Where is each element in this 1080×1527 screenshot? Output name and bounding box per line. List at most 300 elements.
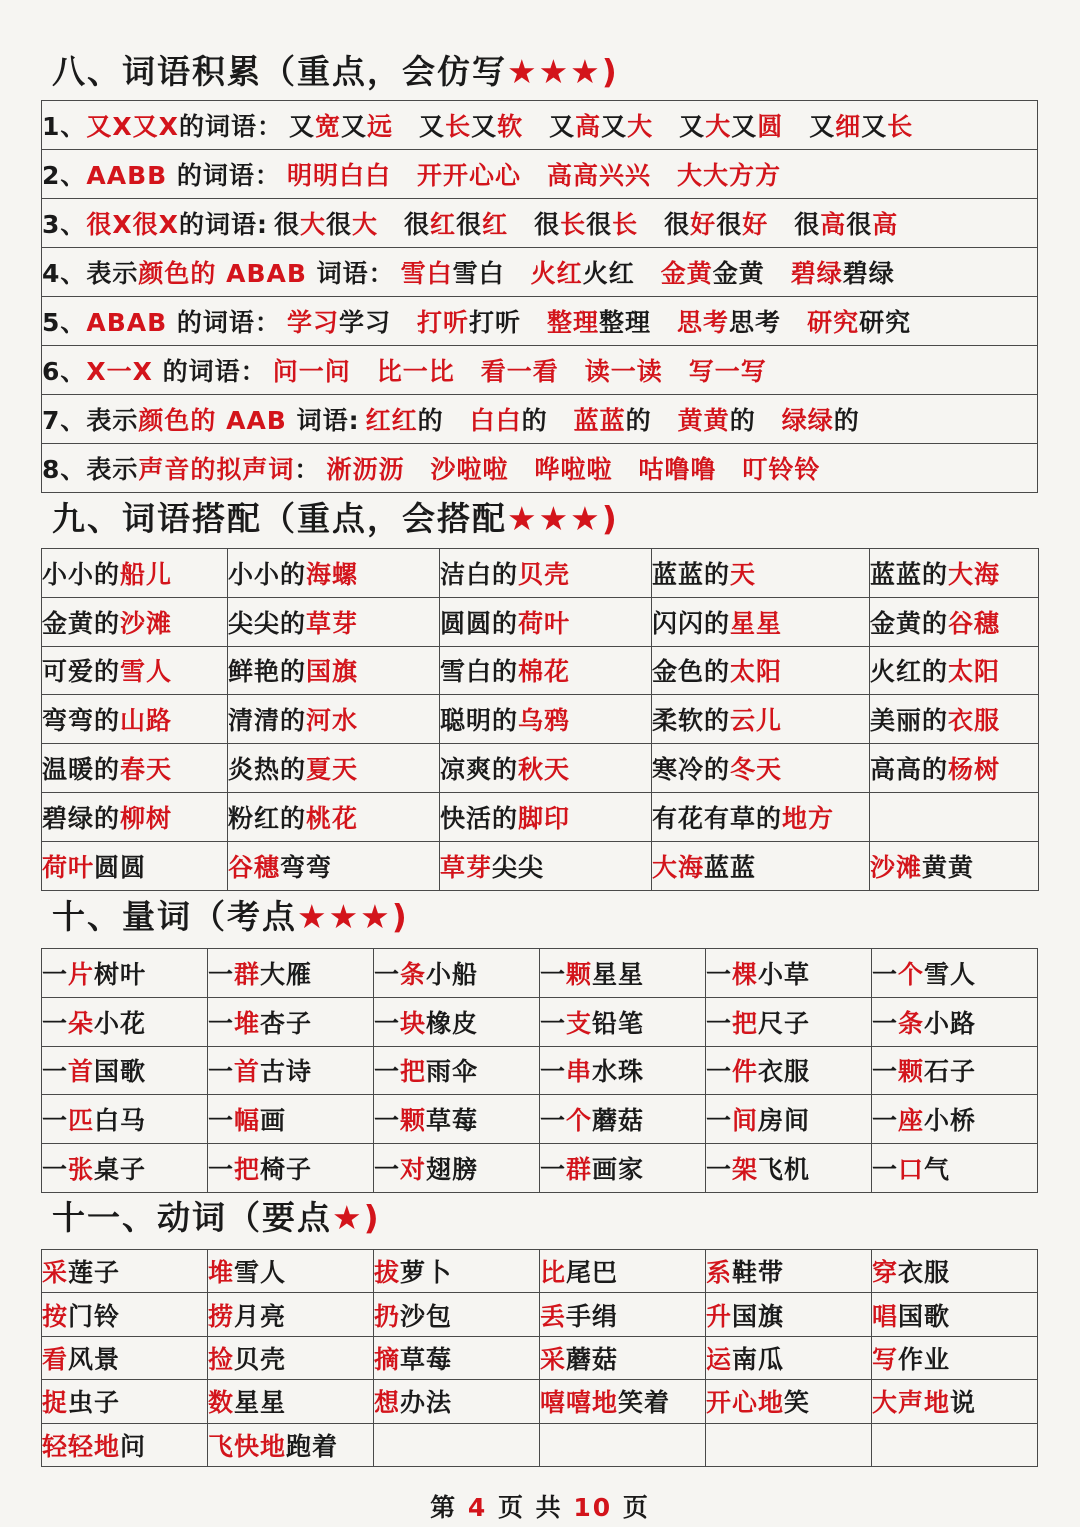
table-row [42,549,1039,598]
table-cell [42,1046,208,1095]
highlight-text: 颜色的 ABAB [138,259,307,288]
highlight-text: 桃花 [306,803,359,833]
table-cell [374,1423,540,1466]
text-segment: 小草 [758,959,811,989]
highlight-text: 群 [234,959,261,989]
text-segment: 思考 [729,308,782,337]
text-segment: 手绢 [566,1301,619,1331]
table-cell [440,597,652,646]
table-cell [872,997,1038,1046]
text-segment: 虫子 [68,1388,121,1418]
text-segment: 一 [374,1155,401,1185]
text-segment: 飞机 [758,1155,811,1185]
highlight-text: 群 [566,1155,593,1185]
text-segment: 一 [872,1155,899,1185]
table-row [42,841,1039,890]
text-segment: 黄黄 [922,852,975,882]
word-item [534,450,612,486]
text-segment: 快活的 [440,803,519,833]
text-segment: 尾巴 [566,1258,619,1288]
highlight-text: 蓝蓝 [573,406,626,435]
highlight-text: 串 [566,1057,593,1087]
table-cell [652,549,870,598]
table-cell [42,949,208,998]
text-segment: 高高的 [870,755,949,785]
row-label [42,401,360,437]
table-row [42,597,1039,646]
text-segment: 的词语： [167,161,281,190]
word-item [430,450,508,486]
table-cell [208,1046,374,1095]
text-segment: 一 [872,1057,899,1087]
highlight-text: 匹 [68,1106,95,1136]
text-segment: 又 [288,112,315,141]
table-cell [706,1046,872,1095]
table-cell [228,695,440,744]
word-item [743,450,821,486]
text-segment: 一 [872,1106,899,1136]
highlight-text: 件 [732,1057,759,1087]
table-cell [440,841,652,890]
text-segment: 尖尖 [492,852,545,882]
text-segment: 椅子 [260,1155,313,1185]
importance-stars: ★) [332,1198,381,1237]
highlight-text: 个 [566,1106,593,1136]
text-segment: 的 [833,406,860,435]
table-cell [374,1250,540,1293]
word-item [470,401,548,437]
table-row [42,395,1038,444]
highlight-text: 写一写 [688,357,767,386]
text-segment: 气 [924,1155,951,1185]
text-segment: 一 [540,959,567,989]
text-segment: 的 [417,406,444,435]
highlight-text: 绿绿 [781,406,834,435]
highlight-text: 数 [208,1388,235,1418]
highlight-text: 天 [730,559,757,589]
highlight-text: 读一读 [584,357,663,386]
word-item [287,156,391,192]
text-segment: 弯弯 [280,852,333,882]
highlight-text: 口 [898,1155,925,1185]
row-label [42,205,268,241]
table-cell [42,297,1038,346]
table-cell [540,1423,706,1466]
text-segment: 很 [794,210,821,239]
highlight-text: 看一看 [480,357,559,386]
table-cell [652,695,870,744]
highlight-text: 太阳 [730,657,783,687]
word-item [549,107,653,143]
table-cell [872,949,1038,998]
highlight-text: 又X又X [86,112,179,141]
highlight-text: 夏天 [306,755,359,785]
highlight-text: 船儿 [120,559,173,589]
table-cell [374,1144,540,1193]
table-cell [706,1095,872,1144]
word-item [661,254,765,290]
highlight-text: 谷穗 [228,852,281,882]
text-segment: 雪人 [234,1258,287,1288]
highlight-text: 研究 [807,308,860,337]
table-cell [652,792,870,841]
text-segment: 研究 [859,308,912,337]
table-cell [42,199,1038,248]
text-segment: 很 [326,210,353,239]
table-cell [42,997,208,1046]
highlight-text: 摘 [374,1344,401,1374]
section-8-title: 八、词语积累（重点，会仿写★★★) [52,52,619,91]
table-cell [706,1293,872,1336]
table-cell [706,949,872,998]
highlight-text: 很X很X [86,210,179,239]
highlight-text: 架 [732,1155,759,1185]
text-segment: 又 [809,112,836,141]
table-cell [208,997,374,1046]
text-segment: 圆圆 [94,852,147,882]
table-row [42,949,1038,998]
table-cell [440,549,652,598]
text-segment: 词语： [306,259,395,288]
text-segment: 5、 [42,308,87,337]
row-label [42,450,320,486]
highlight-text: 河水 [306,706,359,736]
highlight-text: 长 [445,112,472,141]
text-segment: 鲜艳的 [228,657,307,687]
text-segment: 又 [861,112,888,141]
text-segment: 一 [540,1008,567,1038]
text-segment: 一 [208,1057,235,1087]
table-cell [42,792,228,841]
text-segment: 问 [120,1431,147,1461]
highlight-text: 整理 [547,308,600,337]
highlight-text: 长 [612,210,639,239]
highlight-text: 比 [540,1258,567,1288]
highlight-text: 山路 [120,706,173,736]
highlight-text: X一X [86,357,153,386]
text-segment: 贝壳 [234,1344,287,1374]
highlight-text: AABB [86,161,168,190]
table-cell [208,1336,374,1379]
table-cell [872,1144,1038,1193]
highlight-text: 轻轻地 [42,1431,121,1461]
table-row [42,199,1038,248]
highlight-text: ABAB [86,308,168,337]
text-segment: 萝卜 [400,1258,453,1288]
table-cell [540,1336,706,1379]
word-item [481,352,559,388]
table-row [42,1144,1038,1193]
text-segment: 橡皮 [426,1008,479,1038]
highlight-text: 星星 [730,608,783,638]
highlight-text: 火红 [530,259,583,288]
highlight-text: 沙啦啦 [430,455,509,484]
table-cell [228,744,440,793]
table-cell [540,1380,706,1423]
table-cell [440,695,652,744]
highlight-text: 长 [560,210,587,239]
table-cell [42,695,228,744]
highlight-text: 升 [706,1301,733,1331]
highlight-text: 草芽 [306,608,359,638]
text-segment: 大雁 [260,959,313,989]
section-10-title: 十、量词（考点★★★) [52,897,409,936]
text-segment: 南瓜 [732,1344,785,1374]
text-segment: 一 [42,1106,69,1136]
text-segment: 翅膀 [426,1155,479,1185]
table-cell [42,1144,208,1193]
section-11-title: 十一、动词（要点★) [52,1198,381,1237]
text-segment: 白马 [94,1106,147,1136]
text-segment: 星星 [592,959,645,989]
text-segment: 洁白的 [440,559,519,589]
text-segment: 一 [42,1155,69,1185]
word-item [547,156,651,192]
table-cell [374,1046,540,1095]
table-row [42,1046,1038,1095]
highlight-text: 荷叶 [42,852,95,882]
table-row [42,1293,1038,1336]
table-cell [870,792,1039,841]
table-cell [208,1423,374,1466]
text-segment: 蘑菇 [592,1106,645,1136]
highlight-text: 采 [42,1258,69,1288]
text-segment: 火红的 [870,657,949,687]
text-segment: 一 [706,1057,733,1087]
text-segment: 一 [872,959,899,989]
table-cell [872,1250,1038,1293]
table-cell [228,646,440,695]
text-segment: 3、 [42,210,87,239]
text-segment: 的词语: [178,210,268,239]
table-cell [228,841,440,890]
word-item [664,205,768,241]
highlight-text: 采 [540,1344,567,1374]
text-segment: 凉爽的 [440,755,519,785]
text-segment: 一 [374,959,401,989]
highlight-text: 把 [732,1008,759,1038]
table-row [42,297,1038,346]
highlight-text: 片 [68,959,95,989]
highlight-text: 朵 [68,1008,95,1038]
highlight-text: 捉 [42,1388,69,1418]
text-segment: 小船 [426,959,479,989]
table-row [42,150,1038,199]
highlight-text: 按 [42,1301,69,1331]
table-cell [228,549,440,598]
text-segment: 小小的 [228,559,307,589]
highlight-text: 把 [400,1057,427,1087]
table-cell [208,1250,374,1293]
table-row [42,346,1038,395]
text-segment: 一 [208,959,235,989]
text-segment: 雪白的 [440,657,519,687]
text-segment: 小桥 [924,1106,977,1136]
text-segment: 又 [341,112,368,141]
word-item [287,303,391,339]
text-segment: 雪白 [452,259,505,288]
highlight-text: 看 [42,1344,69,1374]
highlight-text: 捞 [208,1301,235,1331]
highlight-text: 捡 [208,1344,235,1374]
text-segment: 鞋带 [732,1258,785,1288]
text-segment: 的 [625,406,652,435]
highlight-text: 大 [627,112,654,141]
table-cell [42,744,228,793]
text-segment: 很 [456,210,483,239]
table-row [42,1250,1038,1293]
highlight-text: 嘻嘻地 [540,1388,619,1418]
highlight-text: 大海 [948,559,1001,589]
importance-stars: ★★★) [507,499,619,538]
text-segment: 一 [208,1155,235,1185]
highlight-text: 细 [835,112,862,141]
highlight-text: 哗啦啦 [534,455,613,484]
text-segment: 学习 [338,308,391,337]
table-cell [652,646,870,695]
word-item [791,254,895,290]
table-cell [374,949,540,998]
table-cell [228,792,440,841]
word-item [689,352,767,388]
highlight-text: 堆 [208,1258,235,1288]
text-segment: 一 [374,1106,401,1136]
table-cell [374,1336,540,1379]
word-item [377,352,455,388]
highlight-text: 张 [68,1155,95,1185]
table-cell [42,346,1038,395]
highlight-text: 长 [887,112,914,141]
highlight-text: 问一问 [272,357,351,386]
word-item [289,107,393,143]
highlight-text: 对 [400,1155,427,1185]
table-cell [870,841,1039,890]
highlight-text: 大 [705,112,732,141]
table-cell [42,1423,208,1466]
highlight-text: 沙滩 [870,852,923,882]
text-segment: 一 [540,1057,567,1087]
table-cell [42,1293,208,1336]
highlight-text: 圆 [757,112,784,141]
text-segment: 一 [706,959,733,989]
text-segment: 雨伞 [426,1057,479,1087]
text-segment: 笑着 [618,1388,671,1418]
table-row [42,1423,1038,1466]
text-segment: 闪闪的 [652,608,731,638]
table-cell [872,1095,1038,1144]
table-cell [374,1095,540,1144]
highlight-text: 太阳 [948,657,1001,687]
text-segment: 有花有草的 [652,803,783,833]
highlight-text: 棉花 [518,657,571,687]
highlight-text: 淅沥沥 [326,455,405,484]
highlight-text: 明明白白 [286,161,391,190]
text-segment: 一 [208,1008,235,1038]
highlight-text: 颜色的 AAB [138,406,287,435]
highlight-text: 草芽 [440,852,493,882]
text-segment: 金黄的 [42,608,121,638]
highlight-text: 颗 [898,1057,925,1087]
table-row [42,248,1038,297]
table-cell [540,949,706,998]
table-row [42,695,1039,744]
text-segment: 碧绿 [842,259,895,288]
table-cell [208,1144,374,1193]
table-cell [440,744,652,793]
text-segment: 跑着 [286,1431,339,1461]
highlight-text: 春天 [120,755,173,785]
text-segment: 国歌 [898,1301,951,1331]
table-cell [870,597,1039,646]
highlight-text: 柳树 [120,803,173,833]
highlight-text: 大大方方 [676,161,781,190]
text-segment: 画 [260,1106,287,1136]
table-cell [540,1144,706,1193]
text-segment: 蓝蓝 [704,852,757,882]
highlight-text: 开心地 [706,1388,785,1418]
section-9-title: 九、词语搭配（重点，会搭配★★★) [52,499,619,538]
word-item [809,107,913,143]
table-cell [208,949,374,998]
table-cell [374,1293,540,1336]
text-segment: 火红 [582,259,635,288]
table-row [42,744,1039,793]
word-item [366,401,444,437]
word-item [534,205,638,241]
table-cell [42,1336,208,1379]
table-cell [208,1293,374,1336]
word-item [417,303,521,339]
text-segment: 很 [586,210,613,239]
highlight-text: 金黄 [660,259,713,288]
table-cell [42,248,1038,297]
text-segment: 一 [374,1008,401,1038]
word-pairing-table [41,548,1039,891]
row-label [42,303,281,339]
highlight-text: 支 [566,1008,593,1038]
text-segment: 尖尖的 [228,608,307,638]
table-cell [440,792,652,841]
text-segment: 的 [521,406,548,435]
table-cell [42,841,228,890]
text-segment: 的词语： [152,357,267,386]
highlight-text: 雪人 [120,657,173,687]
text-segment: 柔软的 [652,706,731,736]
text-segment: 温暖的 [42,755,121,785]
text-segment: 月亮 [234,1301,287,1331]
highlight-text: 声音的拟声词 [138,455,295,484]
text-segment: 很 [534,210,561,239]
text-segment: 水珠 [592,1057,645,1087]
highlight-text: 高高兴兴 [546,161,651,190]
word-item [274,205,378,241]
word-accumulation-table [41,100,1038,493]
table-cell [374,1380,540,1423]
text-segment: 美丽的 [870,706,949,736]
highlight-text: 首 [68,1057,95,1087]
table-cell [42,549,228,598]
highlight-text: 地方 [782,803,835,833]
text-segment: 金黄的 [870,608,949,638]
highlight-text: 宽 [315,112,342,141]
table-cell [540,1046,706,1095]
highlight-text: 唱 [872,1301,899,1331]
table-row [42,1095,1038,1144]
text-segment: 弯弯的 [42,706,121,736]
text-segment: 国旗 [732,1301,785,1331]
text-segment: 一 [540,1155,567,1185]
text-segment: 尺子 [758,1008,811,1038]
